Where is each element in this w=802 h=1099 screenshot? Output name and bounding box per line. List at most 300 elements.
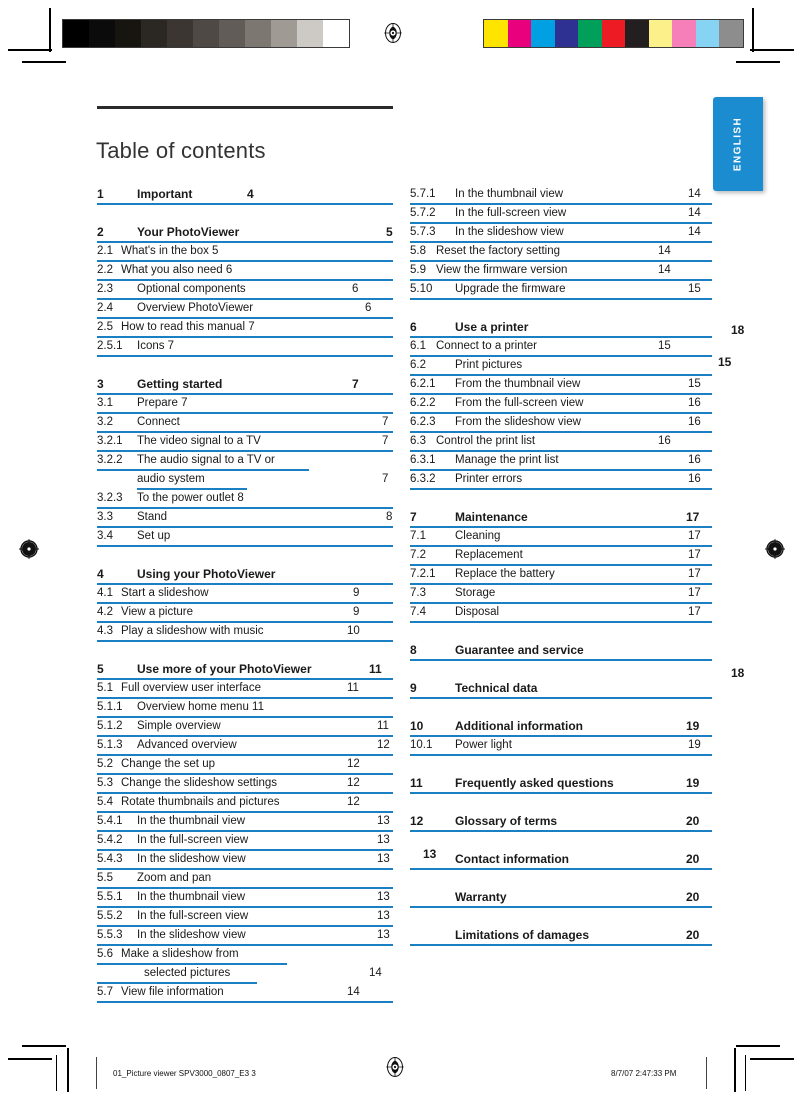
toc-entry-title: In the thumbnail view bbox=[137, 815, 246, 827]
toc-entry[interactable] bbox=[97, 490, 393, 509]
toc-entry-title: In the full-screen view bbox=[137, 834, 249, 846]
toc-entry-number: 12 bbox=[410, 814, 424, 828]
color-swatch bbox=[625, 20, 649, 47]
toc-entry-number: 8 bbox=[410, 643, 417, 657]
grayscale-swatch bbox=[167, 20, 193, 47]
grayscale-swatch bbox=[141, 20, 167, 47]
toc-entry-number: 11 bbox=[410, 776, 423, 790]
toc-entry[interactable] bbox=[97, 300, 393, 319]
toc-entry-number: 6.2 bbox=[410, 359, 426, 371]
toc-entry[interactable] bbox=[410, 186, 712, 205]
crop-mark-tr-h bbox=[750, 49, 794, 51]
toc-entry-number: 2.2 bbox=[97, 264, 113, 276]
toc-entry-underline bbox=[410, 754, 712, 756]
toc-entry-title: Connect bbox=[137, 416, 180, 428]
toc-outlier-page-number: 18 bbox=[731, 323, 745, 337]
toc-entry-page-number: 7 bbox=[382, 416, 389, 428]
toc-entry-page-number: 16 bbox=[688, 454, 701, 466]
toc-entry[interactable] bbox=[410, 737, 712, 756]
toc-entry[interactable] bbox=[97, 471, 393, 490]
toc-entry-page-number: 9 bbox=[353, 606, 360, 618]
toc-entry-underline bbox=[410, 659, 712, 661]
toc-spacer bbox=[410, 832, 712, 851]
toc-entry-title: Connect to a printer bbox=[436, 340, 538, 352]
toc-entry-title: From the full-screen view bbox=[455, 397, 584, 409]
toc-entry-page-number: 7 bbox=[352, 377, 359, 391]
toc-entry-page-number: 8 bbox=[386, 511, 393, 523]
crop-mark-tl-h bbox=[8, 49, 52, 51]
grayscale-swatch bbox=[63, 20, 89, 47]
toc-entry[interactable] bbox=[410, 357, 712, 376]
toc-entry-page-number: 13 bbox=[377, 853, 390, 865]
toc-entry[interactable] bbox=[410, 376, 712, 395]
toc-entry[interactable] bbox=[410, 775, 712, 794]
toc-entry-title: Additional information bbox=[455, 719, 583, 733]
toc-entry-number: 3.2 bbox=[97, 416, 113, 428]
trim-line-left bbox=[56, 1055, 57, 1091]
toc-entry[interactable] bbox=[410, 338, 712, 357]
toc-entry[interactable] bbox=[410, 509, 712, 528]
toc-entry-title: In the full-screen view bbox=[137, 910, 249, 922]
toc-entry-page-number: 14 bbox=[688, 188, 701, 200]
toc-entry-page-number: 7 bbox=[382, 473, 389, 485]
toc-entry-title: Replace the battery bbox=[455, 568, 555, 580]
toc-entry[interactable] bbox=[410, 889, 712, 908]
toc-entry-number: 5.1.2 bbox=[97, 720, 123, 732]
toc-entry-number: 9 bbox=[410, 681, 417, 695]
toc-entry[interactable] bbox=[410, 281, 712, 300]
toc-entry-page-number: 17 bbox=[688, 530, 701, 542]
toc-entry[interactable] bbox=[97, 699, 393, 718]
toc-entry-page-number: 15 bbox=[688, 378, 701, 390]
toc-entry[interactable] bbox=[410, 205, 712, 224]
toc-entry-title: Maintenance bbox=[455, 510, 528, 524]
toc-entry[interactable] bbox=[97, 338, 393, 357]
toc-entry-title: Make a slideshow from bbox=[121, 948, 239, 960]
toc-entry-number: 2.5 bbox=[97, 321, 113, 333]
toc-outlier-page-number: 18 bbox=[731, 666, 745, 680]
toc-entry[interactable] bbox=[97, 794, 393, 813]
toc-entry-number: 5.6 bbox=[97, 948, 113, 960]
toc-entry-number: 4.1 bbox=[97, 587, 113, 599]
toc-entry-underline bbox=[410, 944, 712, 946]
language-tab-label: ENGLISH bbox=[732, 116, 744, 172]
toc-entry-number: 2.4 bbox=[97, 302, 113, 314]
toc-entry-title: Power light bbox=[455, 739, 512, 751]
toc-entry-page-number: 10 bbox=[347, 625, 360, 637]
toc-entry-page-number: 13 bbox=[377, 929, 390, 941]
grayscale-swatch bbox=[115, 20, 141, 47]
toc-entry-page-number: 11 bbox=[369, 662, 382, 676]
toc-entry-number: 2.5.1 bbox=[97, 340, 123, 352]
toc-entry-title: Use more of your PhotoViewer bbox=[137, 662, 312, 676]
toc-entry[interactable] bbox=[97, 224, 393, 243]
toc-entry-title: Guarantee and service bbox=[455, 643, 584, 657]
registration-mark-right bbox=[764, 538, 786, 560]
toc-entry-underline bbox=[410, 488, 712, 490]
toc-entry-page-number: 6 bbox=[365, 302, 372, 314]
toc-entry-underline bbox=[97, 545, 393, 547]
toc-entry-page-number: 13 bbox=[377, 815, 390, 827]
toc-entry-number: 5.4.3 bbox=[97, 853, 123, 865]
toc-entry-number: 5.4.2 bbox=[97, 834, 123, 846]
toc-entry-page-number: 7 bbox=[382, 435, 389, 447]
color-swatch bbox=[508, 20, 532, 47]
toc-entry-number: 5.10 bbox=[410, 283, 433, 295]
toc-entry-page-number: 12 bbox=[347, 796, 360, 808]
toc-entry-title: Upgrade the firmware bbox=[455, 283, 566, 295]
toc-entry-title: In the full-screen view bbox=[455, 207, 567, 219]
toc-spacer bbox=[410, 661, 712, 680]
toc-entry-page-number: 14 bbox=[658, 264, 671, 276]
toc-entry-page-number: 16 bbox=[688, 473, 701, 485]
toc-entry-page-number: 17 bbox=[688, 587, 701, 599]
toc-entry-title: Printer errors bbox=[455, 473, 523, 485]
toc-entry-page-number: 14 bbox=[347, 986, 360, 998]
toc-entry-title: Zoom and pan bbox=[137, 872, 212, 884]
toc-entry-number: 5.1.1 bbox=[97, 701, 123, 713]
registration-mark-bottom bbox=[384, 1056, 406, 1078]
toc-entry-title: Change the slideshow settings bbox=[121, 777, 277, 789]
toc-entry-page-number: 17 bbox=[688, 549, 701, 561]
toc-entry-number: 5.1.3 bbox=[97, 739, 123, 751]
toc-entry[interactable] bbox=[97, 186, 393, 205]
toc-entry[interactable] bbox=[97, 680, 393, 699]
language-tab-english bbox=[713, 97, 763, 191]
toc-entry-title: From the slideshow view bbox=[455, 416, 581, 428]
toc-entry-title: Contact information bbox=[455, 852, 569, 866]
toc-entry-page-number: 12 bbox=[347, 777, 360, 789]
toc-entry-page-number: 13 bbox=[377, 891, 390, 903]
toc-entry-title: From the thumbnail view bbox=[455, 378, 581, 390]
crop-mark-bl-h bbox=[22, 1045, 66, 1047]
toc-entry-number: 10.1 bbox=[410, 739, 433, 751]
toc-entry-number: 7.1 bbox=[410, 530, 426, 542]
toc-entry-number: 6.2.2 bbox=[410, 397, 436, 409]
toc-entry-title: Full overview user interface bbox=[121, 682, 261, 694]
toc-entry-title: Getting started bbox=[137, 377, 223, 391]
toc-entry-number: 6.3.2 bbox=[410, 473, 436, 485]
toc-entry[interactable] bbox=[97, 433, 393, 452]
grayscale-swatch bbox=[219, 20, 245, 47]
toc-entry-title: Start a slideshow bbox=[121, 587, 209, 599]
toc-entry-number: 7.2.1 bbox=[410, 568, 436, 580]
toc-entry-number: 5.4.1 bbox=[97, 815, 123, 827]
toc-entry-number: 2 bbox=[97, 225, 104, 239]
toc-entry[interactable] bbox=[97, 528, 393, 547]
toc-entry-number: 5.2 bbox=[97, 758, 113, 770]
toc-column-left bbox=[97, 186, 393, 1003]
toc-entry-title: View a picture bbox=[121, 606, 194, 618]
grayscale-swatch bbox=[271, 20, 297, 47]
toc-entry-number: 1 bbox=[97, 187, 104, 201]
toc-entry-number: 5.7 bbox=[97, 986, 113, 998]
toc-entry-title: Using your PhotoViewer bbox=[137, 567, 276, 581]
toc-spacer bbox=[97, 205, 393, 224]
toc-entry-title: In the slideshow view bbox=[137, 853, 246, 865]
toc-entry-title: In the slideshow view bbox=[137, 929, 246, 941]
toc-entry[interactable] bbox=[410, 566, 712, 585]
toc-entry-page-number: 14 bbox=[369, 967, 382, 979]
toc-entry[interactable] bbox=[97, 243, 393, 262]
toc-entry-page-number: 15 bbox=[658, 340, 671, 352]
toc-entry-page-number: 20 bbox=[686, 852, 700, 866]
toc-entry-number: 6.1 bbox=[410, 340, 426, 352]
toc-entry[interactable] bbox=[410, 927, 712, 946]
toc-entry[interactable] bbox=[97, 908, 393, 927]
toc-spacer bbox=[410, 623, 712, 642]
toc-entry-number: 7.3 bbox=[410, 587, 426, 599]
toc-entry[interactable] bbox=[97, 965, 393, 984]
toc-entry-title: Advanced overview bbox=[137, 739, 237, 751]
toc-entry[interactable] bbox=[410, 585, 712, 604]
toc-entry-number: 5.7.2 bbox=[410, 207, 436, 219]
toc-entry-number: 6.3 bbox=[410, 435, 426, 447]
toc-entry-page-number: 20 bbox=[686, 890, 700, 904]
color-swatch bbox=[649, 20, 673, 47]
toc-entry-page-number: 16 bbox=[688, 416, 701, 428]
toc-entry-title: How to read this manual 7 bbox=[121, 321, 255, 333]
trim-line-right bbox=[745, 1055, 746, 1091]
toc-entry-number: 7.2 bbox=[410, 549, 426, 561]
toc-entry[interactable] bbox=[410, 452, 712, 471]
toc-entry-number: 5.3 bbox=[97, 777, 113, 789]
toc-entry-page-number: 19 bbox=[688, 739, 701, 751]
toc-entry-title: Storage bbox=[455, 587, 496, 599]
toc-spacer bbox=[410, 300, 712, 319]
toc-entry-number: 5.5 bbox=[97, 872, 113, 884]
toc-entry-title: audio system bbox=[137, 473, 205, 485]
toc-entry-title: Icons 7 bbox=[137, 340, 175, 352]
toc-entry[interactable] bbox=[410, 243, 712, 262]
toc-entry[interactable] bbox=[97, 623, 393, 642]
color-calibration-bar bbox=[483, 19, 744, 48]
toc-entry-number: 3.1 bbox=[97, 397, 113, 409]
toc-entry-number: 3.2.2 bbox=[97, 454, 123, 466]
toc-entry[interactable] bbox=[97, 813, 393, 832]
toc-entry-title: Frequently asked questions bbox=[455, 776, 614, 790]
toc-entry-underline bbox=[410, 830, 712, 832]
toc-entry-number: 5 bbox=[97, 662, 104, 676]
toc-entry-underline bbox=[410, 621, 712, 623]
toc-entry[interactable] bbox=[97, 756, 393, 775]
toc-entry[interactable] bbox=[97, 737, 393, 756]
toc-entry[interactable] bbox=[410, 680, 712, 699]
crop-mark-bl-h2 bbox=[8, 1058, 52, 1060]
toc-column-right bbox=[410, 186, 712, 946]
toc-entry-title: Play a slideshow with music bbox=[121, 625, 264, 637]
toc-entry-underline bbox=[410, 868, 712, 870]
toc-entry-number: 3.2.1 bbox=[97, 435, 123, 447]
toc-entry-title: Stand bbox=[137, 511, 168, 523]
grayscale-swatch bbox=[245, 20, 271, 47]
toc-entry-number: 5.4 bbox=[97, 796, 113, 808]
toc-entry[interactable] bbox=[410, 319, 712, 338]
color-swatch bbox=[578, 20, 602, 47]
toc-entry-number: 5.5.1 bbox=[97, 891, 123, 903]
toc-entry[interactable] bbox=[97, 661, 393, 680]
grayscale-swatch bbox=[193, 20, 219, 47]
toc-entry[interactable] bbox=[97, 946, 393, 965]
toc-entry-title: Overview PhotoViewer bbox=[137, 302, 254, 314]
toc-entry-title: In the thumbnail view bbox=[455, 188, 564, 200]
toc-entry[interactable] bbox=[97, 604, 393, 623]
toc-entry-number: 6.2.3 bbox=[410, 416, 436, 428]
toc-entry[interactable] bbox=[97, 319, 393, 338]
crop-mark-tr-v bbox=[752, 8, 754, 52]
toc-entry-title: The audio signal to a TV or bbox=[137, 454, 275, 466]
toc-entry[interactable] bbox=[97, 927, 393, 946]
title-rule bbox=[97, 106, 393, 109]
toc-entry[interactable] bbox=[97, 984, 393, 1003]
toc-entry-title: Important bbox=[137, 187, 193, 201]
toc-entry-number: 5.9 bbox=[410, 264, 426, 276]
toc-entry-title: Control the print list bbox=[436, 435, 536, 447]
toc-entry[interactable] bbox=[410, 547, 712, 566]
toc-entry-number: 3.2.3 bbox=[97, 492, 123, 504]
toc-entry[interactable] bbox=[97, 870, 393, 889]
toc-entry-page-number: 12 bbox=[377, 739, 390, 751]
toc-entry[interactable] bbox=[410, 642, 712, 661]
toc-entry-title: Use a printer bbox=[455, 320, 529, 334]
page-title: Table of contents bbox=[96, 137, 266, 163]
toc-entry[interactable] bbox=[97, 509, 393, 528]
color-swatch bbox=[484, 20, 508, 47]
toc-entry-page-number: 12 bbox=[347, 758, 360, 770]
toc-entry-title: Optional components bbox=[137, 283, 246, 295]
toc-entry-underline bbox=[97, 355, 393, 357]
toc-outlier-page-number: 15 bbox=[718, 355, 732, 369]
toc-entry-title: View the firmware version bbox=[436, 264, 568, 276]
toc-entry-page-number: 5 bbox=[386, 225, 393, 239]
toc-entry[interactable] bbox=[97, 718, 393, 737]
toc-entry[interactable] bbox=[410, 262, 712, 281]
toc-entry-title: In the slideshow view bbox=[455, 226, 564, 238]
toc-entry-page-number: 19 bbox=[686, 719, 700, 733]
toc-entry[interactable] bbox=[410, 813, 712, 832]
toc-entry-title: selected pictures bbox=[144, 967, 231, 979]
toc-entry[interactable] bbox=[410, 604, 712, 623]
toc-entry-title: Replacement bbox=[455, 549, 523, 561]
footer-timestamp: 8/7/07 2:47:33 PM bbox=[611, 1069, 677, 1078]
toc-entry-title: What's in the box 5 bbox=[121, 245, 219, 257]
toc-entry[interactable] bbox=[97, 889, 393, 908]
toc-entry-page-number: 16 bbox=[658, 435, 671, 447]
toc-entry-title: Reset the factory setting bbox=[436, 245, 561, 257]
toc-spacer bbox=[97, 642, 393, 661]
footer-file-reference: 01_Picture viewer SPV3000_0807_E3 3 bbox=[113, 1069, 256, 1078]
toc-entry-underline bbox=[410, 697, 712, 699]
toc-entry-page-number: 17 bbox=[688, 606, 701, 618]
toc-entry-page-number: 14 bbox=[688, 207, 701, 219]
grayscale-calibration-bar bbox=[62, 19, 350, 48]
toc-entry[interactable] bbox=[97, 414, 393, 433]
toc-entry-title: Warranty bbox=[455, 890, 507, 904]
toc-entry[interactable] bbox=[97, 262, 393, 281]
toc-entry-page-number: 11 bbox=[377, 720, 389, 732]
grayscale-swatch bbox=[89, 20, 115, 47]
toc-entry-page-number: 17 bbox=[688, 568, 701, 580]
registration-mark-left bbox=[18, 538, 40, 560]
color-swatch bbox=[555, 20, 579, 47]
toc-entry-title: Print pictures bbox=[455, 359, 523, 371]
toc-entry-number: 3.3 bbox=[97, 511, 113, 523]
toc-entry[interactable] bbox=[410, 395, 712, 414]
crop-mark-br-v bbox=[734, 1048, 736, 1092]
toc-entry[interactable] bbox=[410, 471, 712, 490]
toc-entry[interactable] bbox=[97, 585, 393, 604]
toc-entry[interactable] bbox=[97, 395, 393, 414]
toc-spacer bbox=[410, 490, 712, 509]
toc-entry-page-number: 20 bbox=[686, 928, 700, 942]
toc-entry[interactable] bbox=[97, 281, 393, 300]
toc-entry-page-number: 11 bbox=[347, 682, 359, 694]
toc-entry-number: 3.4 bbox=[97, 530, 113, 542]
color-swatch bbox=[719, 20, 743, 47]
color-swatch bbox=[696, 20, 720, 47]
toc-entry-title: Your PhotoViewer bbox=[137, 225, 240, 239]
toc-entry-title: Manage the print list bbox=[455, 454, 559, 466]
toc-entry-underline bbox=[97, 640, 393, 642]
crop-mark-bl-v bbox=[67, 1048, 69, 1092]
toc-entry[interactable] bbox=[97, 832, 393, 851]
toc-entry-number: 6.2.1 bbox=[410, 378, 436, 390]
toc-entry-title: Overview home menu 11 bbox=[137, 701, 264, 713]
toc-outlier-page-number: 13 bbox=[423, 847, 437, 861]
crop-mark-tr-h2 bbox=[736, 61, 780, 63]
toc-spacer bbox=[410, 794, 712, 813]
crop-mark-br-h bbox=[736, 1045, 780, 1047]
toc-spacer bbox=[97, 357, 393, 376]
toc-entry-page-number: 4 bbox=[247, 187, 254, 201]
toc-entry-number: 3 bbox=[97, 377, 104, 391]
toc-entry-number: 2.3 bbox=[97, 283, 113, 295]
toc-entry-title: Glossary of terms bbox=[455, 814, 558, 828]
toc-entry-number: 5.5.3 bbox=[97, 929, 123, 941]
crop-mark-tl-v bbox=[49, 8, 51, 52]
toc-entry-number: 10 bbox=[410, 719, 424, 733]
toc-entry[interactable] bbox=[410, 718, 712, 737]
toc-entry[interactable] bbox=[410, 414, 712, 433]
toc-entry-page-number: 17 bbox=[686, 510, 700, 524]
toc-entry[interactable] bbox=[97, 376, 393, 395]
toc-entry-number: 5.8 bbox=[410, 245, 426, 257]
toc-entry[interactable] bbox=[410, 851, 712, 870]
toc-entry-number: 6.3.1 bbox=[410, 454, 436, 466]
toc-entry[interactable] bbox=[410, 433, 712, 452]
footer-rule-right bbox=[706, 1057, 707, 1089]
toc-entry[interactable] bbox=[97, 566, 393, 585]
footer-rule-left bbox=[96, 1057, 97, 1089]
toc-entry[interactable] bbox=[410, 224, 712, 243]
toc-entry-number: 5.1 bbox=[97, 682, 113, 694]
toc-entry-underline bbox=[97, 1001, 393, 1003]
toc-entry-number: 4.2 bbox=[97, 606, 113, 618]
toc-entry-number: 7 bbox=[410, 510, 417, 524]
toc-entry[interactable] bbox=[410, 528, 712, 547]
crop-mark-tl-h2 bbox=[22, 61, 66, 63]
toc-entry[interactable] bbox=[97, 775, 393, 794]
toc-entry-underline bbox=[97, 203, 393, 205]
toc-entry-underline bbox=[410, 792, 712, 794]
toc-entry-title: Simple overview bbox=[137, 720, 221, 732]
toc-entry[interactable] bbox=[97, 452, 393, 471]
toc-entry-title: Disposal bbox=[455, 606, 500, 618]
color-swatch bbox=[602, 20, 626, 47]
grayscale-swatch bbox=[323, 20, 349, 47]
toc-entry[interactable] bbox=[97, 851, 393, 870]
toc-entry-number: 2.1 bbox=[97, 245, 113, 257]
